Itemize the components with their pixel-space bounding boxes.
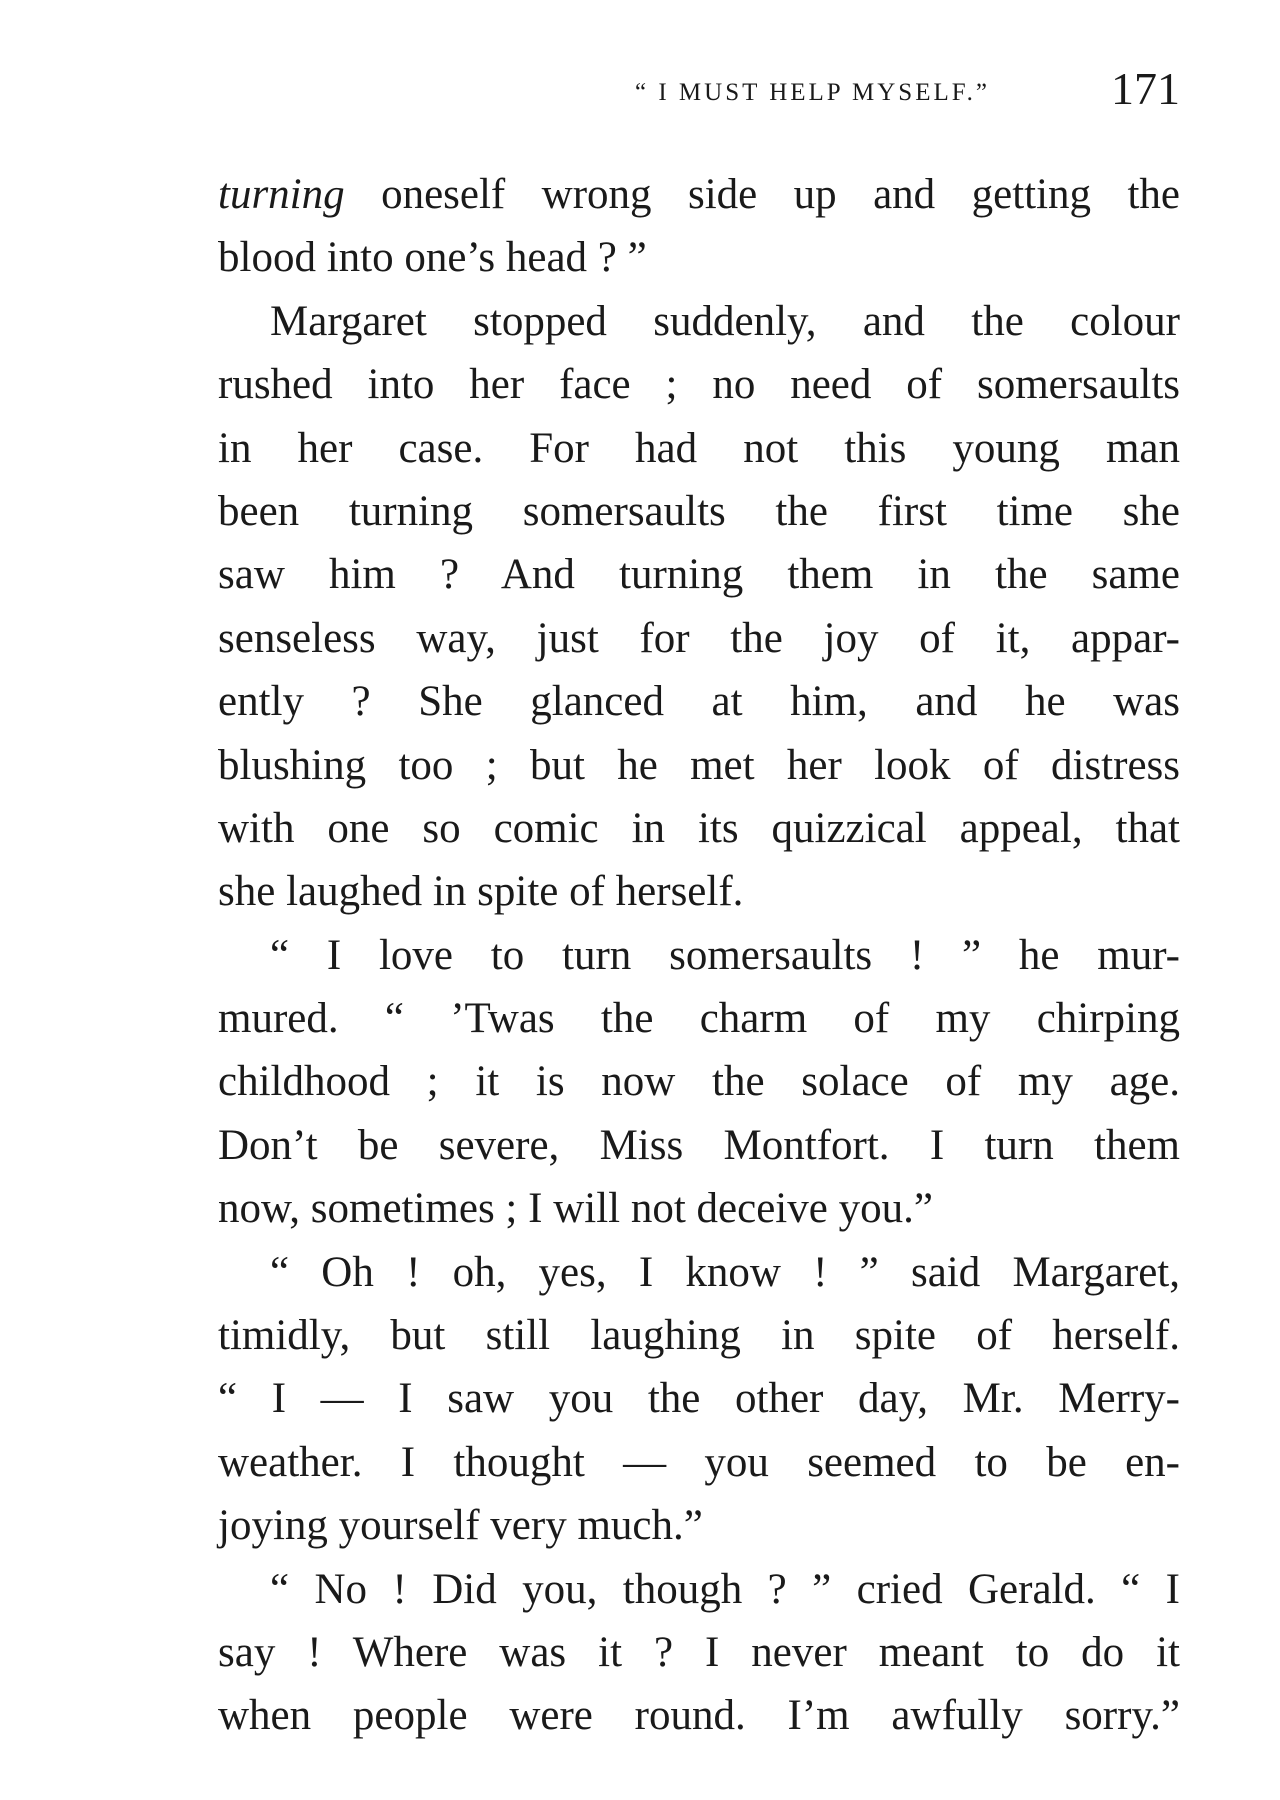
text-line-11: with one so comic in its quizzical appeal, that xyxy=(218,804,1180,852)
italic-word: turning xyxy=(218,171,345,218)
text-line-4: rushed into her face ; no need of somersaults xyxy=(218,361,1180,409)
text-line-15: childhood ; it is now the solace of my age. xyxy=(218,1058,1180,1106)
text-line-13: “ I love to turn somersaults ! ” he mur- xyxy=(270,931,1180,979)
text-line-17: now, sometimes ; I will not deceive you.” xyxy=(218,1185,933,1233)
text-line-24: say ! Where was it ? I never meant to do it xyxy=(218,1628,1180,1676)
text-line-14: mured. “ ’Twas the charm of my chirping xyxy=(218,995,1180,1043)
text-line-19: timidly, but still laughing in spite of herself. xyxy=(218,1312,1180,1360)
text-line-18: “ Oh ! oh, yes, I know ! ” said Margaret, xyxy=(270,1248,1180,1296)
text-line-1-rest: oneself wrong side up and getting the xyxy=(344,171,1180,218)
text-line-2: blood into one’s head ? ” xyxy=(218,234,647,282)
body-text xyxy=(218,163,1180,1748)
text-line-21: weather. I thought — you seemed to be en- xyxy=(218,1438,1180,1486)
text-line-6: been turning somersaults the first time she xyxy=(218,487,1180,535)
text-line-12: she laughed in spite of herself. xyxy=(218,868,744,916)
text-line-9: ently ? She glanced at him, and he was xyxy=(218,678,1180,726)
text-line-25: when people were round. I’m awfully sorry.” xyxy=(218,1692,1180,1740)
text-line-3: Margaret stopped suddenly, and the colour xyxy=(270,297,1180,345)
text-line-20: “ I — I saw you the other day, Mr. Merry- xyxy=(218,1375,1180,1423)
text-line-7: saw him ? And turning them in the same xyxy=(218,551,1180,599)
text-line-23: “ No ! Did you, though ? ” cried Gerald. “ I xyxy=(270,1565,1180,1613)
page-number: 171 xyxy=(1111,63,1180,114)
text-line-22: joying yourself very much.” xyxy=(218,1502,703,1550)
text-line-16: Don’t be severe, Miss Montfort. I turn them xyxy=(218,1121,1180,1169)
text-line-8: senseless way, just for the joy of it, appar- xyxy=(218,614,1180,662)
running-head xyxy=(218,62,1180,122)
text-line-10: blushing too ; but he met her look of distress xyxy=(218,741,1180,789)
text-line-5: in her case. For had not this young man xyxy=(218,424,1180,472)
running-head-title: “ I MUST HELP MYSELF.” xyxy=(635,79,990,106)
text-line-1 xyxy=(218,163,1180,226)
